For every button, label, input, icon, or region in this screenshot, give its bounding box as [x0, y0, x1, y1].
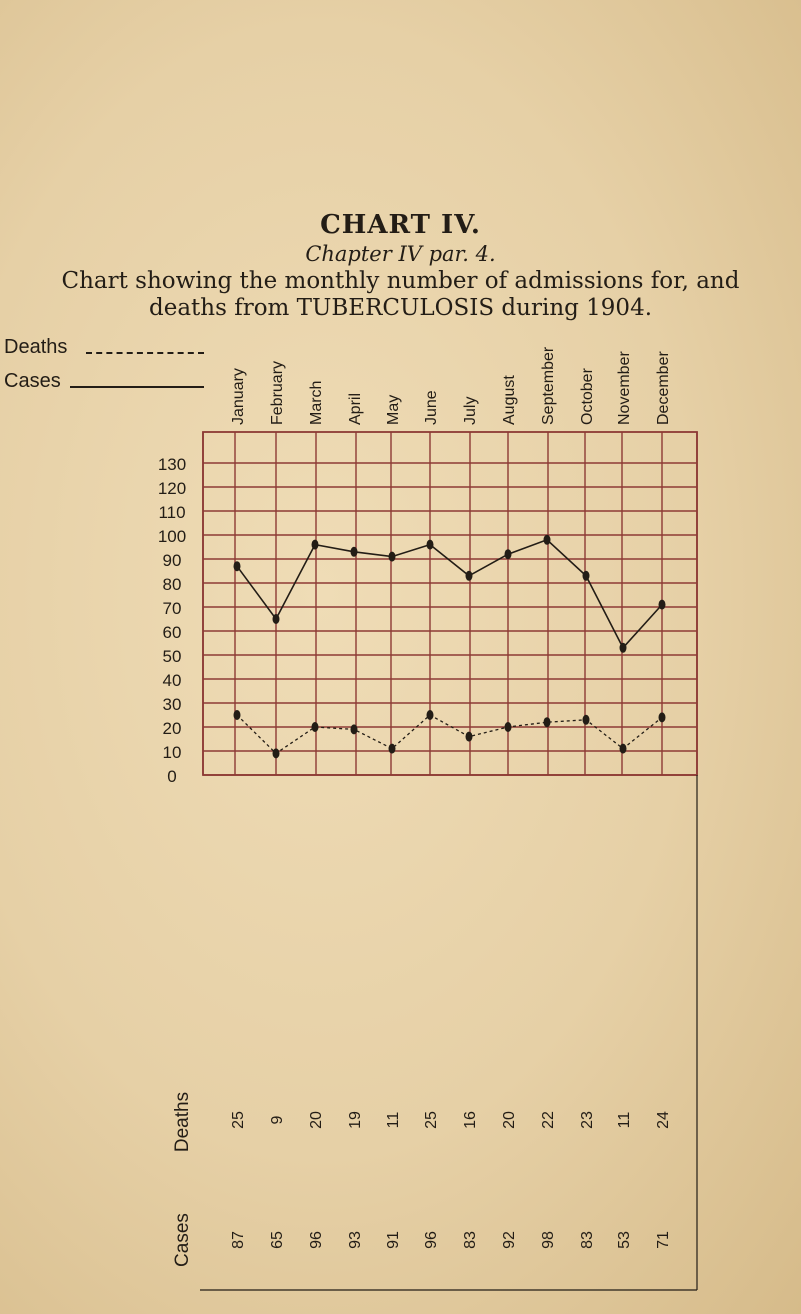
data-point-cases	[351, 547, 358, 557]
y-tick-label: 30	[162, 695, 182, 714]
data-point-cases	[273, 614, 280, 624]
data-point-deaths	[273, 748, 280, 758]
table-cell-value: 16	[462, 1111, 479, 1129]
plot-frame	[203, 432, 697, 775]
x-tick-label: September	[540, 346, 557, 425]
data-point-cases	[505, 549, 512, 559]
data-point-cases	[583, 571, 590, 581]
table-row-label: Cases	[172, 1213, 193, 1267]
y-tick-label: 110	[158, 503, 186, 522]
x-tick-label: July	[462, 396, 479, 425]
data-point-cases	[620, 643, 627, 653]
y-tick-label: 40	[162, 671, 182, 690]
table-cell-value: 19	[347, 1111, 364, 1129]
data-point-cases	[659, 600, 666, 610]
data-point-deaths	[312, 722, 319, 732]
table-cell-value: 11	[385, 1111, 402, 1129]
table-cell-value: 92	[501, 1231, 518, 1249]
table-cell-value: 23	[579, 1111, 596, 1129]
table-cell-value: 93	[347, 1231, 364, 1249]
y-tick-label: 120	[157, 479, 187, 498]
table-cell-value: 25	[423, 1111, 440, 1129]
table-cell-value: 22	[540, 1111, 557, 1129]
y-tick-label: 10	[162, 743, 182, 762]
x-tick-label: April	[347, 392, 364, 425]
table-cell-value: 11	[616, 1111, 633, 1129]
chart-title: CHART IV.	[320, 210, 481, 240]
table-cell-value: 96	[423, 1231, 440, 1249]
table-cell-value: 83	[462, 1231, 479, 1249]
x-tick-label: August	[501, 375, 518, 425]
data-point-deaths	[427, 710, 434, 720]
y-tick-label: 70	[162, 599, 182, 618]
table-cell-value: 98	[540, 1231, 557, 1249]
data-point-deaths	[659, 712, 666, 722]
y-tick-label: 60	[162, 623, 182, 642]
data-point-cases	[312, 540, 319, 550]
table-cell-value: 83	[579, 1231, 596, 1249]
data-point-cases	[234, 561, 241, 571]
x-tick-label: March	[308, 380, 325, 425]
y-tick-label: 100	[157, 527, 187, 546]
data-point-deaths	[234, 710, 241, 720]
data-point-deaths	[351, 724, 358, 734]
table-cell-value: 91	[385, 1231, 402, 1249]
table-cell-value: 87	[230, 1231, 247, 1249]
table-cell-value: 65	[269, 1231, 286, 1249]
y-tick-label: 80	[162, 575, 182, 594]
y-tick-label: 20	[162, 719, 182, 738]
data-point-deaths	[583, 715, 590, 725]
legend-cases-label: Cases	[4, 370, 61, 392]
table-cell-value: 24	[655, 1111, 672, 1129]
x-tick-label: May	[385, 394, 402, 425]
x-tick-label: November	[616, 351, 633, 425]
y-tick-label: 90	[162, 551, 182, 570]
table-cell-value: 20	[308, 1111, 325, 1129]
data-point-cases	[466, 571, 473, 581]
table-cell-value: 96	[308, 1231, 325, 1249]
table-cell-value: 25	[230, 1111, 247, 1129]
data-point-deaths	[389, 744, 396, 754]
legend-deaths-label: Deaths	[4, 336, 68, 358]
data-point-cases	[544, 535, 551, 545]
y-tick-label: 130	[157, 455, 187, 474]
y-tick-label: 50	[162, 647, 182, 666]
x-tick-label: February	[269, 360, 286, 425]
table-cell-value: 20	[501, 1111, 518, 1129]
table-cell-value: 9	[269, 1115, 286, 1125]
x-tick-label: January	[230, 368, 247, 425]
data-point-deaths	[505, 722, 512, 732]
x-tick-label: October	[579, 368, 596, 425]
data-point-cases	[427, 540, 434, 550]
y-tick-label: 0	[167, 767, 177, 786]
x-tick-label: December	[655, 351, 672, 425]
table-cell-value: 53	[616, 1231, 633, 1249]
data-point-deaths	[544, 717, 551, 727]
chart-description-line-1: Chart showing the monthly number of admissions for, and	[61, 268, 740, 294]
series-line-deaths	[237, 715, 662, 753]
table-cell-value: 71	[655, 1231, 672, 1249]
chart-description-line-2: deaths from TUBERCULOSIS during 1904.	[148, 295, 653, 321]
data-point-deaths	[620, 744, 627, 754]
table-row-label: Deaths	[172, 1091, 193, 1153]
data-point-cases	[389, 552, 396, 562]
x-tick-label: June	[423, 390, 440, 425]
data-point-deaths	[466, 732, 473, 742]
chart-subtitle: Chapter IV par. 4.	[305, 242, 496, 266]
